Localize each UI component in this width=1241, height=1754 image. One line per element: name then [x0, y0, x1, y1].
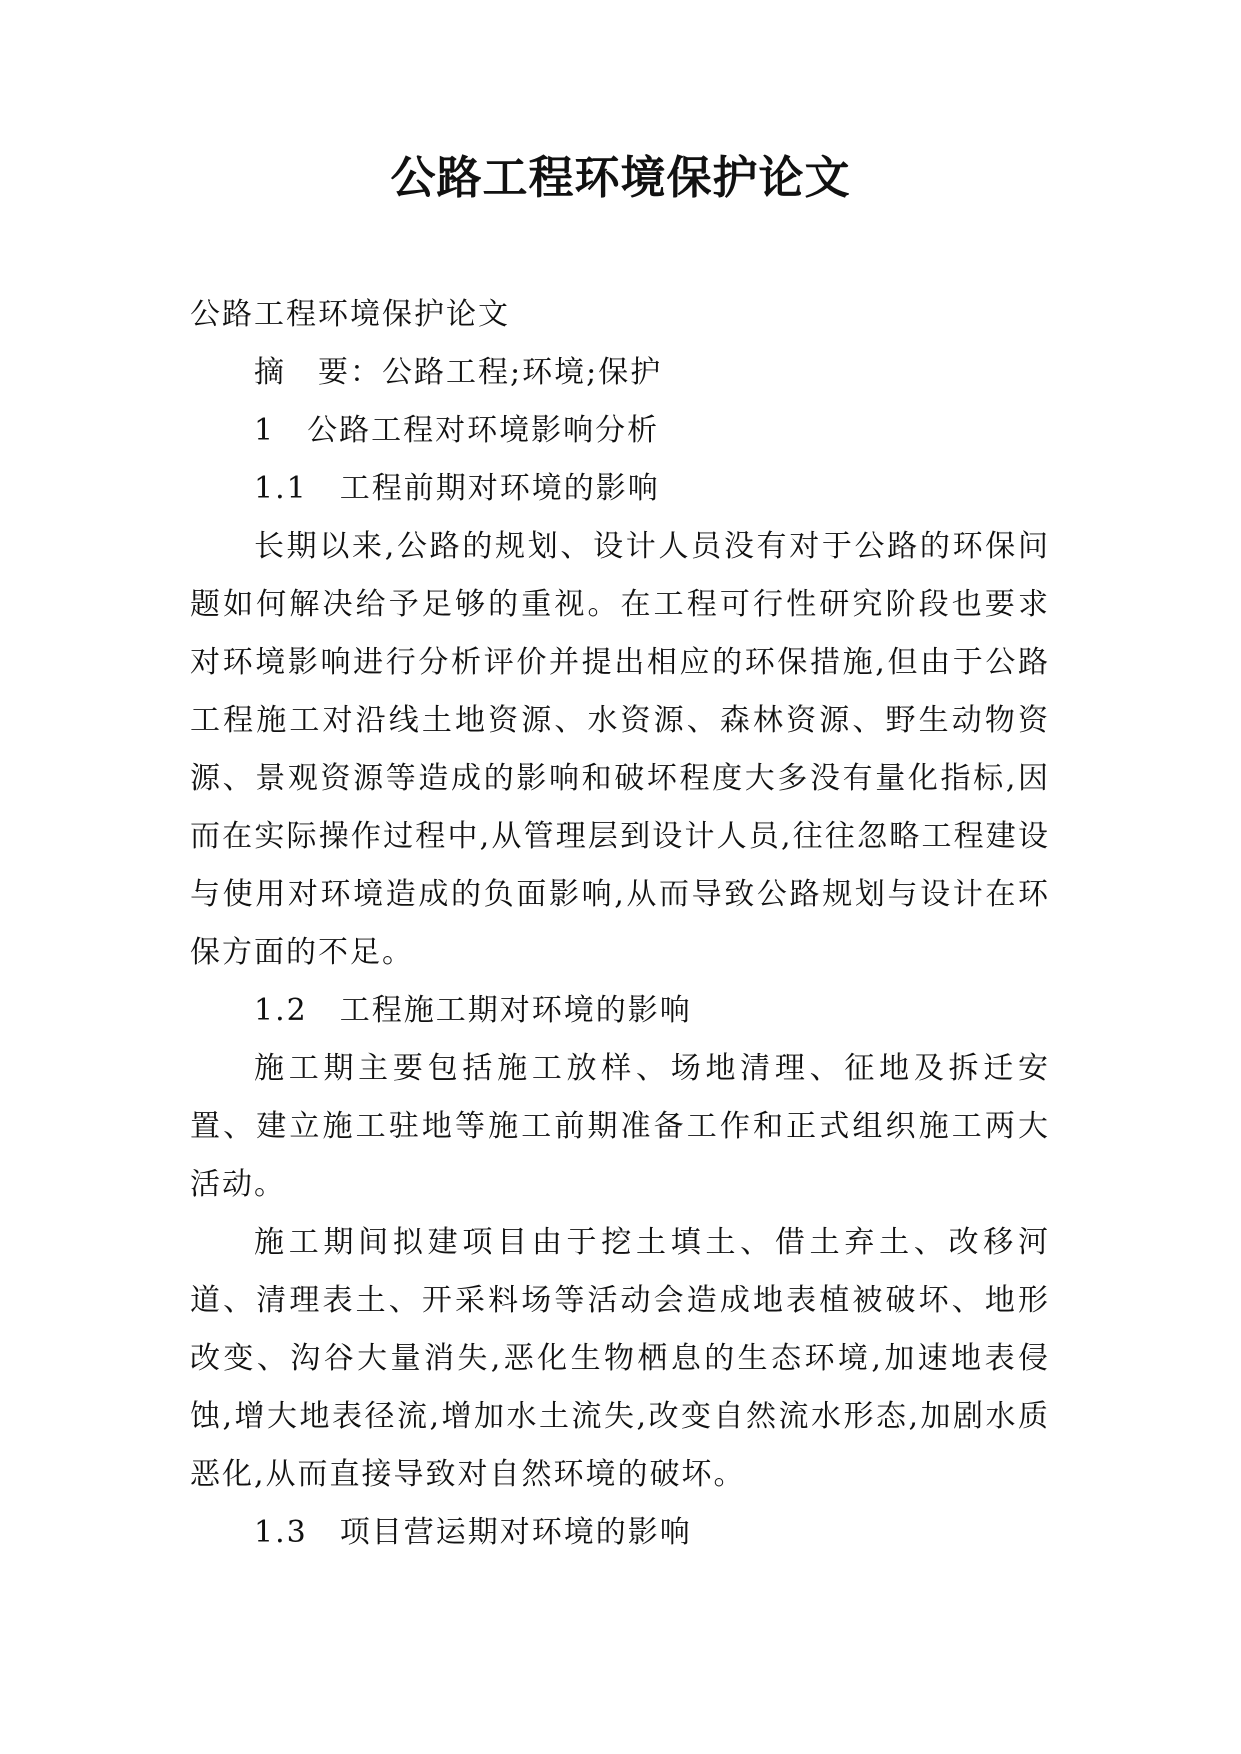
heading-section-1-3: 1.3 项目营运期对环境的影响	[254, 1515, 692, 1550]
heading-section-1: 1 公路工程对环境影响分析	[254, 413, 660, 448]
paragraph-subtitle: 公路工程环境保护论文	[190, 297, 510, 332]
heading-section-1-1: 1.1 工程前期对环境的影响	[254, 471, 660, 506]
document-title: 公路工程环境保护论文	[390, 151, 851, 204]
heading-section-1-2: 1.2 工程施工期对环境的影响	[254, 993, 692, 1028]
paragraph-body: 长期以来,公路的规划、设计人员没有对于公路的环保问题如何解决给予足够的重视。在工程可行性研究阶段也要求对环境影响进行分析评价并提出相应的环保措施,但由于公路工程施工对沿线土地资源、水资源、森林资源、野生动物资源、景观资源等造成的影响和破坏程度大多没有量化指标,因而在实际操作过程中,从管理层到设计人员,往往忽略工程建设与使用对环境造成的负面影响,从而导致公路规划与设计在环保方面的不足。	[190, 529, 1050, 970]
paragraph-body: 施工期主要包括施工放样、场地清理、征地及拆迁安置、建立施工驻地等施工前期准备工作和正式组织施工两大活动。	[190, 1051, 1050, 1202]
paragraph-body: 施工期间拟建项目由于挖土填土、借土弃土、改移河道、清理表土、开采料场等活动会造成地表植被破坏、地形改变、沟谷大量消失,恶化生物栖息的生态环境,加速地表侵蚀,增大地表径流,增加水土流失,改变自然流水形态,加剧水质恶化,从而直接导致对自然环境的破坏。	[190, 1225, 1050, 1492]
document-body	[190, 286, 1050, 1562]
paragraph-keywords: 摘 要：公路工程;环境;保护	[254, 355, 663, 390]
